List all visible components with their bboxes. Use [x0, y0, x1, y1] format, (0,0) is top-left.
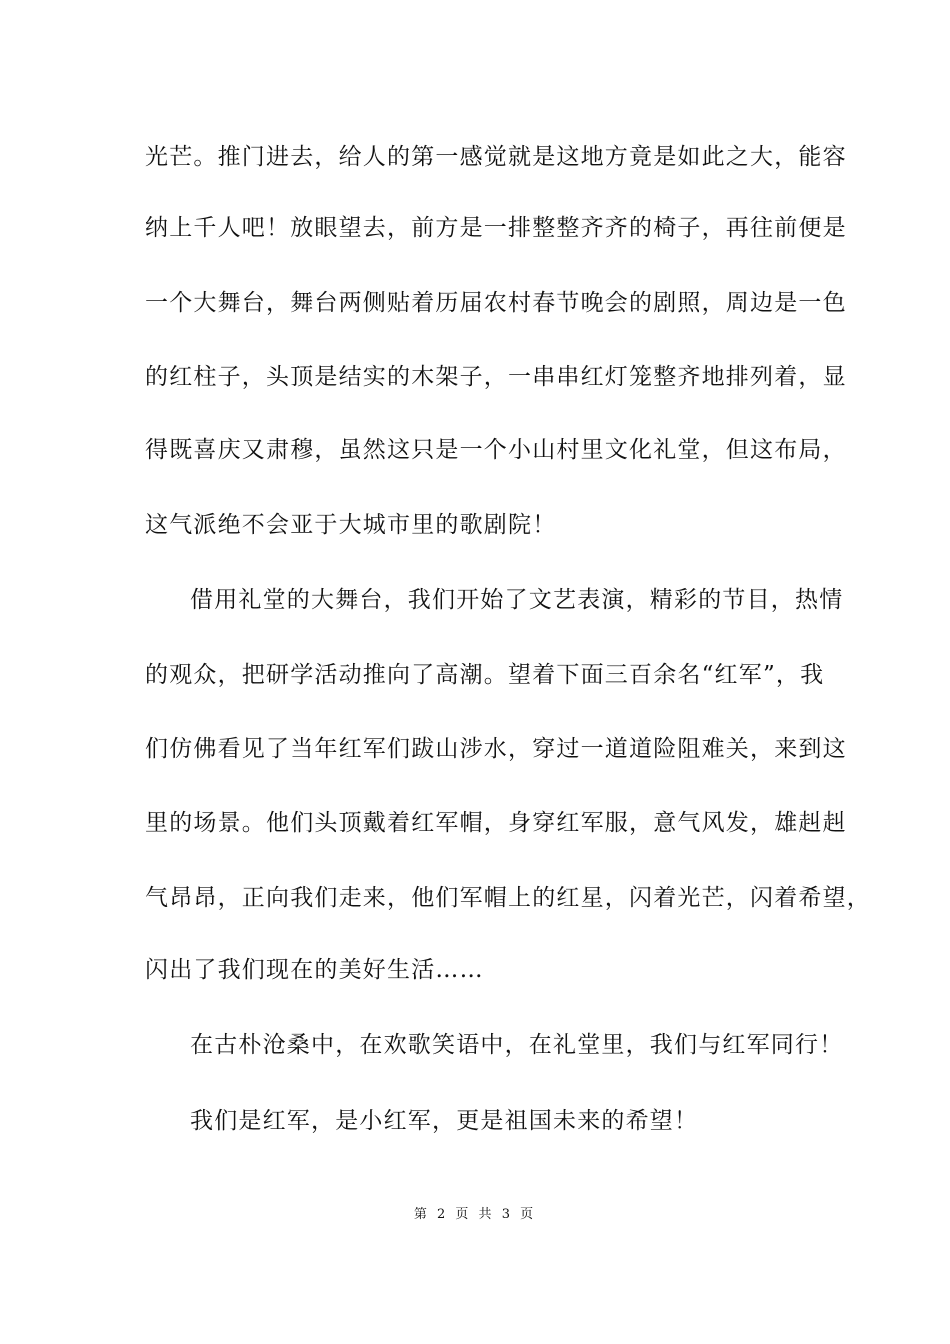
page-footer: 第 2 页 共 3 页	[413, 1207, 537, 1222]
paragraph-first-line: 在古朴沧桑中，在欢歌笑语中，在礼堂里，我们与红军同行！	[190, 1032, 844, 1058]
text-line: 光芒。推门进去，给人的第一感觉就是这地方竟是如此之大，能容	[145, 144, 847, 170]
text-line: 得既喜庆又肃穆，虽然这只是一个小山村里文化礼堂，但这布局，	[145, 437, 847, 463]
text-line: 的红柱子，头顶是结实的木架子，一串串红灯笼整齐地排列着，显	[145, 364, 847, 390]
text-line: 闪出了我们现在的美好生活……	[145, 957, 484, 983]
text-line: 气昂昂，正向我们走来，他们军帽上的红星，闪着光芒，闪着希望，	[145, 885, 871, 911]
text-line: 们仿佛看见了当年红军们跋山涉水，穿过一道道险阻难关，来到这	[145, 736, 847, 762]
paragraph-first-line: 我们是红军，是小红军，更是祖国未来的希望！	[190, 1108, 699, 1134]
text-line: 的观众，把研学活动推向了高潮。望着下面三百余名“红军”，我	[145, 662, 825, 688]
paragraph-first-line: 借用礼堂的大舞台，我们开始了文艺表演，精彩的节目，热情	[190, 587, 844, 613]
text-line: 里的场景。他们头顶戴着红军帽，身穿红军服，意气风发，雄赳赳	[145, 810, 847, 836]
text-line: 纳上千人吧！放眼望去，前方是一排整整齐齐的椅子，再往前便是	[145, 215, 847, 241]
text-line: 一个大舞台，舞台两侧贴着历届农村春节晚会的剧照，周边是一色	[145, 290, 847, 316]
text-line: 这气派绝不会亚于大城市里的歌剧院！	[145, 512, 557, 538]
